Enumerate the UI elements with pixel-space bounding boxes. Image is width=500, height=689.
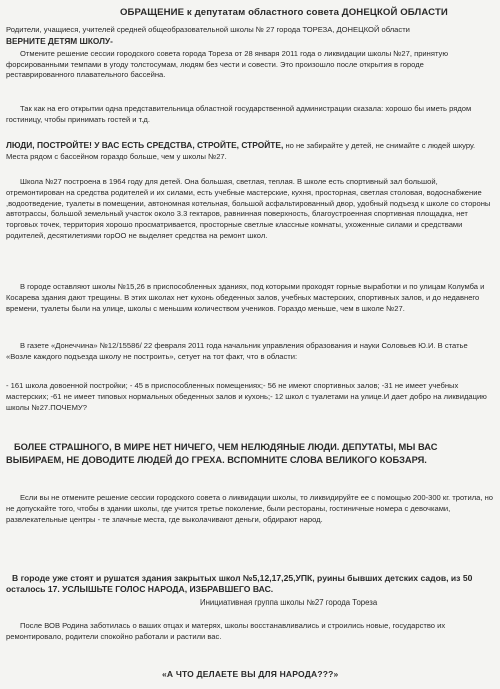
paragraph-3-rest: но не забирайте у детей, не снимайте с людей шкуру. Места рядом с бассейном гораздо больше, чем у школы №27.	[6, 141, 476, 161]
paragraph-3-bold: ЛЮДИ, ПОСТРОЙТЕ! У ВАС ЕСТЬ СРЕДСТВА, СТРОЙТЕ, СТРОЙТЕ,	[6, 140, 284, 150]
intro-line: Родители, учащиеся, учителей средней общеобразовательной школы № 27 города ТОРЕЗА, ДОНЕЦКОЙ области	[6, 25, 410, 34]
paragraph-7: - 161 школа довоенной постройки; - 45 в приспособленных помещениях;- 56 не имеют спортивных залов; -31 не имеет учебных мастерских; -61 не имеет типовых нормальных обеденных залов и кухонь;- 12 школ с туалетами на улице.И дает добро на ликвидацию школы №27.ПОЧЕМУ?	[6, 381, 487, 412]
paragraph-1: Отмените решение сессии городского совета города Тореза от 28 января 2011 года о ликвидации школы №27, принятую форсированными темпами в угоду толстосумам, людям без чести и совести. Это произошло после открытия в городе реставрированного плавательного бассейна.	[6, 49, 449, 79]
signature: Инициативная группа школы №27 города Тореза	[200, 598, 378, 607]
paragraph-11: После ВОВ Родина заботилась о ваших отцах и матерях, школы восстанавливались и строились новые, государство их ремонтировало, родители спокойно работали и растили вас.	[6, 621, 446, 641]
closing-question: «А ЧТО ДЕЛАЕТЕ ВЫ ДЛЯ НАРОДА???»	[162, 669, 339, 679]
paragraph-3	[6, 140, 494, 162]
paragraph-2: Так как на его открытии одна представительница областной государственной администрации сказала: хорошо бы иметь рядом гостиницу, чтобы принимать гостей и т.д.	[6, 104, 472, 124]
paragraph-9: Если вы не отмените решение сессии городского совета о ликвидации школы, то ликвидируйте ее с помощью 200-300 кг. тротила, но не допускайте того, чтобы в здании школы, где учится третье поколение, были рестораны, гостиничные номера с девочками, развлекательные центры - те злачные места, где выколачивают деньги, обдирают народ.	[6, 493, 494, 524]
paragraph-6: В газете «Донеччина» №12/15586/ 22 февраля 2011 года начальник управления образования и науки Соловьев Ю.И. В статье «Возле каждого подъезда школу не построить», сетует на тот факт, что в области:	[6, 341, 468, 361]
paragraph-5: В городе оставляют школы №15,26 в приспособленных зданиях, под которыми проходят горные выработки и по улицам Колумба и Косарева здания дают трещины. В этих школах нет кухонь обеденных залов, учебных мастерских, спортивных залов, и до недавнего времени, туалеты были на улице, школы с меньшим количеством учеников. Гораздо меньше, чем в школе №27.	[6, 282, 485, 313]
paragraph-10: В городе уже стоят и рушатся здания закрытых школ №5,12,17,25,УПК, руины бывших детских садов, из 50 осталось 17. УСЛЫШЬТЕ ГОЛОС НАРОДА, ИЗБРАВШЕГО ВАС.	[6, 573, 473, 594]
paragraph-4: Школа №27 построена в 1964 году для детей. Она большая, светлая, теплая. В школе есть спортивный зал большой, отремонтирован на средства родителей и их силами, есть учебные мастерские, кухня, просторная, светлая столовая, водоснабжение ,водоотведение, туалеты в помещении, автономная котельная, большой асфальтированный двор, удобный подъезд к школе со стороны автотрассы, большой земельный участок около 3.3 гектаров, равнинная поверхность, благоустроенная спортивная площадка, нет торговых точек, территория хорошо просматривается, просторные светлые классные комнаты, ухоженные силами и средствами родителей, десятилетиями горОО не выделяет средства на ремонт школ.	[6, 177, 491, 240]
paragraph-8-appeal: БОЛЕЕ СТРАШНОГО, В МИРЕ НЕТ НИЧЕГО, ЧЕМ НЕЛЮДЯНЫЕ ЛЮДИ. ДЕПУТАТЫ, МЫ ВАС ВЫБИРАЕМ, НЕ ДОВОДИТЕ ЛЮДЕЙ ДО ГРЕХА. ВСПОМНИТЕ СЛОВА ВЕЛИКОГО КОБЗАРЯ.	[6, 442, 438, 465]
document-title: ОБРАЩЕНИЕ к депутатам областного совета ДОНЕЦКОЙ ОБЛАСТИ	[120, 7, 448, 18]
intro-demand: ВЕРНИТЕ ДЕТЯМ ШКОЛУ-	[6, 36, 113, 46]
